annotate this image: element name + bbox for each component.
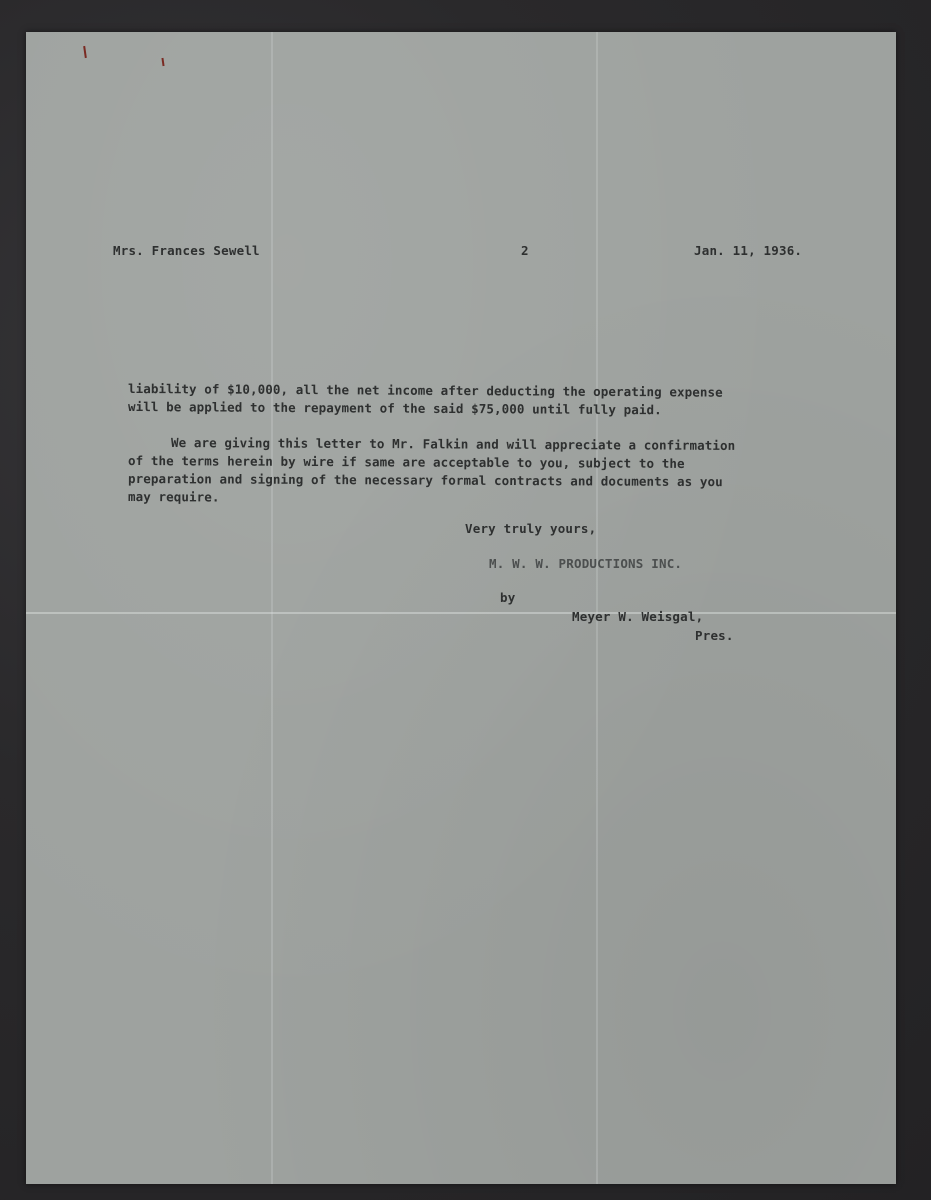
body-line: liability of $10,000, all the net income after deducting the operating expense — [127, 381, 723, 400]
letter-date: Jan. 11, 1936. — [694, 243, 803, 258]
signer-title: Pres. — [695, 628, 734, 643]
body-line: preparation and signing of the necessary formal contracts and documents as you — [127, 471, 723, 490]
by-label: by — [500, 590, 516, 605]
ink-mark — [161, 58, 164, 66]
signer-name: Meyer W. Weisgal, — [572, 609, 704, 624]
body-line: will be applied to the repayment of the said $75,000 until fully paid. — [127, 399, 662, 418]
recipient-name: Mrs. Frances Sewell — [113, 243, 260, 258]
body-line: We are giving this letter to Mr. Falkin and will appreciate a confirmation — [170, 435, 736, 453]
ink-mark — [83, 46, 87, 58]
page-number: 2 — [521, 243, 529, 258]
closing-salutation: Very truly yours, — [465, 521, 597, 536]
vertical-fold-crease-left — [271, 32, 273, 1184]
horizontal-fold-crease — [26, 612, 896, 614]
company-name: M. W. W. PRODUCTIONS INC. — [489, 556, 683, 571]
body-line: of the terms herein by wire if same are acceptable to you, subject to the — [127, 453, 685, 471]
body-line: may require. — [127, 489, 220, 505]
letter-page — [26, 32, 896, 1184]
vertical-fold-crease-right — [596, 32, 598, 1184]
